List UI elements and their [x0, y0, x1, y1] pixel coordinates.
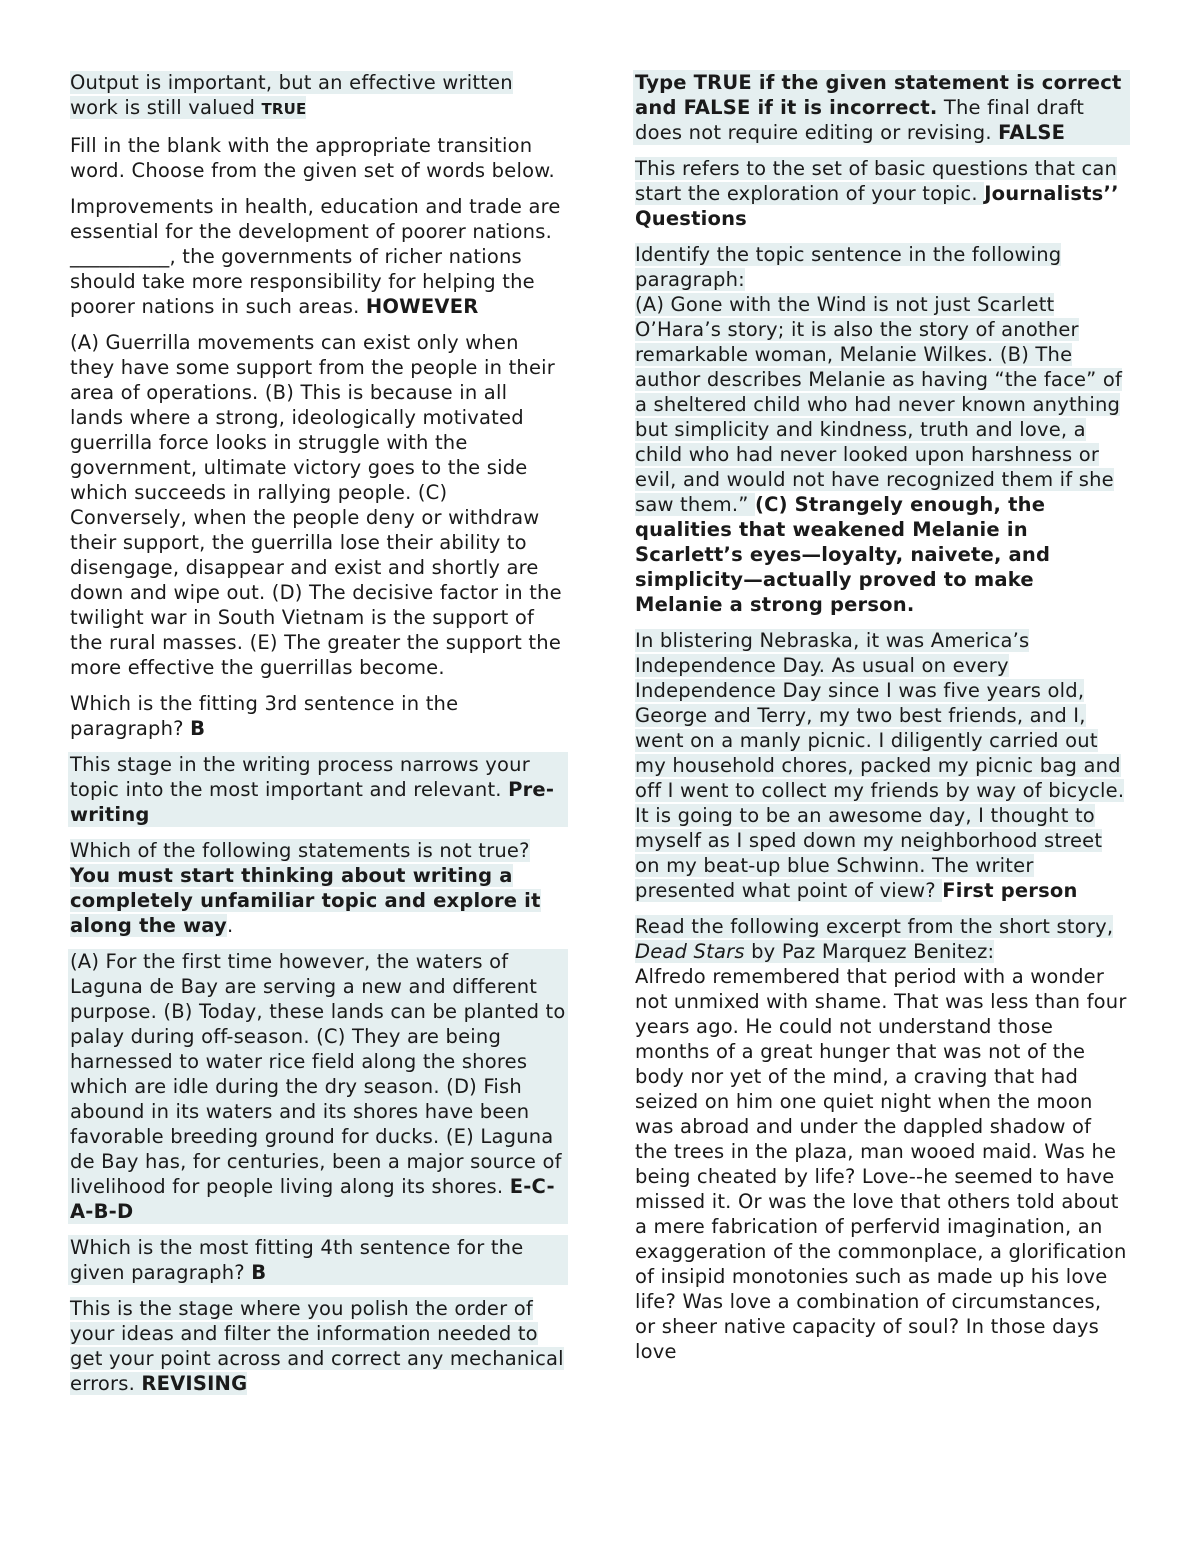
question-item [68, 1235, 568, 1285]
question-text: Read the following excerpt from the short story, [635, 915, 1114, 938]
answer-text: B [251, 1261, 267, 1284]
instruction-item [68, 133, 568, 183]
answer-text: First person [942, 879, 1078, 902]
left-column [68, 70, 568, 1407]
question-item [633, 242, 1130, 617]
question-text: by Paz Marquez Benitez: [744, 940, 995, 963]
passage-text: Alfredo remembered that period with a wonder not unmixed with shame. That was less than four years ago. He could not understand those months of a great hunger that was not of the body nor yet of the mind, a craving that had seized on him one quiet night when the moon was abroad and under the dappled shadow of the trees in the plaza, man wooed maid. Was he being cheated by life? Love--he seemed to have missed it. Or was the love that others told about a mere fabrication of perfervid imagination, an exaggeration of the commonplace, a glorification of insipid monotonies such as made up his love life? Was love a combination of circumstances, or sheer native capacity of soul? In those days love [635, 965, 1127, 1363]
passage-text: (A) Guerrilla movements can exist only when they have some support from the people in their area of operations. (B) This is because in all lands where a strong, ideologically motivated guerrilla force looks in struggle with the government, ultimate victory goes to the side which succeeds in rallying people. (C) Conversely, when the people deny or withdraw their support, the guerrilla lose their ability to disengage, disappear and exist and shortly are down and wipe out. (D) The decisive factor in the twilight war in South Vietnam is the support of the rural masses. (E) The greater the support the more effective the guerrillas become. [70, 331, 562, 679]
answer-text: E-C-A-B-D [70, 1175, 555, 1223]
question-item [633, 914, 1130, 1364]
passage-text: (A) For the first time however, the waters of Laguna de Bay are serving a new and different purpose. (B) Today, these lands can be planted to palay during off-season. (C) They are being harnessed to water rice field along the shores which are idle during the dry season. (D) Fish abound in its waters and its shores have been favorable breeding ground for ducks. (E) Laguna de Bay has, for centuries, been a major source of livelihood for people living along its shores. [70, 950, 566, 1198]
answer-text: Pre-writing [70, 778, 555, 826]
question-item [68, 838, 568, 938]
question-item [68, 949, 568, 1224]
instruction-text: Fill in the blank with the appropriate transition word. Choose from the given set of words below. [70, 134, 555, 182]
question-item [68, 691, 568, 741]
answer-text: TRUE [261, 100, 307, 118]
question-text: This is the stage where you polish the order of your ideas and filter the information needed to get your point across and correct any mechanical errors. [70, 1297, 564, 1395]
question-item [633, 156, 1130, 231]
question-item [633, 628, 1130, 903]
question-text: Which of the following statements is not true? [70, 839, 530, 862]
question-item [633, 70, 1130, 145]
question-text: Identify the topic sentence in the following paragraph: [635, 243, 1062, 291]
question-text: Output is important, but an effective written work is still valued [70, 71, 513, 119]
answer-text: HOWEVER [365, 295, 479, 318]
answer-text: Journalists’’ Questions [635, 182, 1119, 230]
answer-text: You must start thinking about writing a completely unfamiliar topic and explore it along the way [70, 864, 541, 937]
question-text: Which is the fitting 3rd sentence in the paragraph? [70, 692, 459, 740]
question-item [68, 752, 568, 827]
passage-item [68, 330, 568, 680]
question-text: The final draft does not require editing or revising. [635, 96, 1085, 144]
answer-text: (C) Strangely enough, the qualities that weakened Melanie in Scarlett’s eyes—loyalty, naivete, and simplicity—actually proved to make Melanie a strong person. [635, 493, 1051, 616]
punctuation: . [226, 914, 234, 937]
answer-text: FALSE [998, 121, 1066, 144]
right-column [633, 70, 1130, 1375]
passage-text: (A) Gone with the Wind is not just Scarlett O’Hara’s story; it is also the story of another remarkable woman, Melanie Wilkes. (B) The author describes Melanie as having “the face” of a sheltered child who had never known anything but simplicity and kindness, truth and love, a child who had never looked upon harshness or evil, and would not have recognized them if she saw them.” [635, 293, 1123, 516]
question-text: Which is the most fitting 4th sentence for the given paragraph? [70, 1236, 524, 1284]
question-text: This stage in the writing process narrows your topic into the most important and relevant. [70, 753, 530, 801]
instruction-text: Type TRUE if the given statement is correct and FALSE if it is incorrect. [635, 71, 1122, 119]
passage-text: In blistering Nebraska, it was America’s Independence Day. As usual on every Independence Day since I was five years old, George and Terry, my two best friends, and I, went on a manly picnic. I diligently carried out my household chores, packed my picnic bag and off I went to collect my friends by way of bicycle. It is going to be an awesome day, I thought to myself as I sped down my neighborhood street on my beat-up blue Schwinn. The writer presented what point of view? [635, 629, 1125, 902]
question-text: This refers to the set of basic questions that can start the exploration of your topic. [635, 157, 1118, 205]
question-item [68, 1296, 568, 1396]
question-text: Improvements in health, education and trade are essential for the development of poorer nations. __________, the governments of richer nations should take more responsibility for helping the poorer nations in such areas. [70, 195, 561, 318]
story-title: Dead Stars [635, 940, 745, 963]
answer-text: B [190, 717, 206, 740]
question-item [68, 70, 568, 122]
answer-text: REVISING [141, 1372, 248, 1395]
question-item [68, 194, 568, 319]
